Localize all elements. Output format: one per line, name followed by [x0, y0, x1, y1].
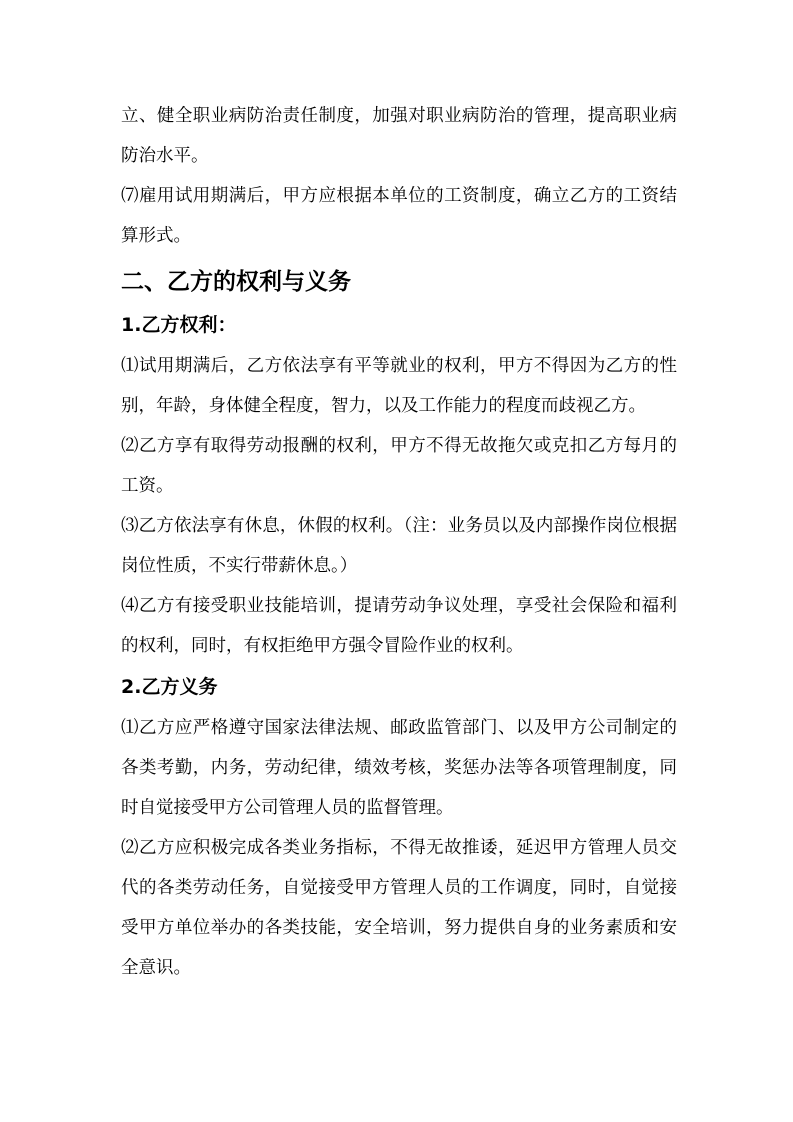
duties-heading: 2.乙方义务 — [121, 676, 218, 698]
document-body — [121, 96, 677, 988]
rights-item-1: ⑴试用期满后，乙方依法享有平等就业的权利，甲方不得因为乙方的性别，年龄，身体健全程度，智力，以及工作能力的程度而歧视乙方。 — [121, 356, 677, 416]
duties-item-1: ⑴乙方应严格遵守国家法律法规、邮政监管部门、以及甲方公司制定的各类考勤，内务，劳动纪律，绩效考核，奖惩办法等各项管理制度，同时自觉接受甲方公司管理人员的监督管理。 — [121, 718, 677, 818]
rights-heading: 1.乙方权利： — [121, 314, 237, 336]
duties-item-2: ⑵乙方应积极完成各类业务指标，不得无故推诿，延迟甲方管理人员交代的各类劳动任务，自觉接受甲方管理人员的工作调度，同时，自觉接受甲方单位举办的各类技能，安全培训，努力提供自身的业务素质和安全意识。 — [121, 838, 677, 978]
paragraph-occupational-disease: 立、健全职业病防治责任制度，加强对职业病防治的管理，提高职业病防治水平。 — [121, 106, 677, 166]
section-title: 二、乙方的权利与义务 — [121, 269, 351, 295]
paragraph-wage-settlement: ⑺雇用试用期满后，甲方应根据本单位的工资制度，确立乙方的工资结算形式。 — [121, 186, 677, 246]
rights-item-4: ⑷乙方有接受职业技能培训，提请劳动争议处理，享受社会保险和福利的权利，同时，有权拒绝甲方强令冒险作业的权利。 — [121, 596, 677, 656]
rights-item-3: ⑶乙方依法享有休息，休假的权利。（注：业务员以及内部操作岗位根据岗位性质，不实行带薪休息。） — [121, 516, 677, 576]
rights-item-2: ⑵乙方享有取得劳动报酬的权利，甲方不得无故拖欠或克扣乙方每月的工资。 — [121, 436, 677, 496]
